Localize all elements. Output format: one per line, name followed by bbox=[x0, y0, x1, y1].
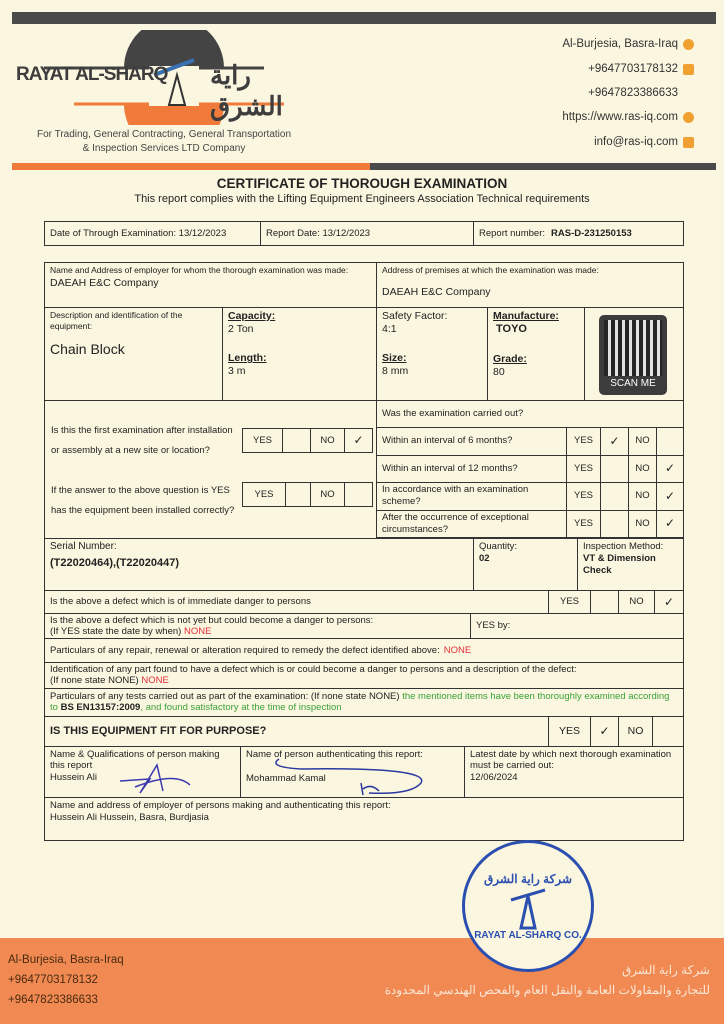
immediate-danger-no[interactable]: NO bbox=[618, 590, 655, 614]
carried-out-yes[interactable]: YES bbox=[566, 427, 601, 456]
premises-cell bbox=[376, 262, 684, 308]
carried-out-no-check[interactable]: ✓ bbox=[656, 455, 684, 484]
globe-icon bbox=[683, 112, 694, 123]
tests-question: Particulars of any tests carried out as part of the examination: (If none state NONE) bbox=[50, 691, 400, 702]
immediate-danger-yes[interactable]: YES bbox=[548, 590, 591, 614]
employer-label: Name and Address of employer for whom the thorough examination was made: bbox=[50, 265, 349, 275]
location-icon bbox=[683, 39, 694, 50]
premises-label: Address of premises at which the examination was made: bbox=[382, 265, 599, 275]
next-exam-date: 12/06/2024 bbox=[470, 771, 518, 783]
tests-result: , and found satisfactory at the time of inspection bbox=[140, 702, 342, 714]
length-label: Length: bbox=[228, 352, 267, 365]
first-exam-cell bbox=[44, 400, 377, 539]
report-number-label: Report number: bbox=[479, 227, 546, 239]
carried-out-question: After the occurrence of exceptional circumstances? bbox=[376, 510, 567, 539]
immediate-danger-no-check[interactable]: ✓ bbox=[654, 590, 684, 614]
premises-value: DAEAH E&C Company bbox=[382, 285, 491, 298]
safety-cell bbox=[376, 307, 488, 401]
size-value: 8 mm bbox=[382, 365, 409, 378]
could-become-danger-answer: NONE bbox=[183, 625, 212, 637]
capacity-cell bbox=[222, 307, 377, 401]
company-stamp bbox=[462, 840, 594, 972]
serial-label: Serial Number: bbox=[50, 541, 117, 552]
persons-employer-label: Name and address of employer of persons making and authenticating this report: bbox=[50, 800, 391, 811]
persons-employer-value: Hussein Ali Hussein, Basra, Burdjasia bbox=[50, 811, 209, 823]
website-link[interactable]: https://www.ras-iq.com bbox=[562, 111, 678, 123]
first-exam-yes[interactable]: YES bbox=[242, 428, 283, 453]
maker-name: Hussein Ali bbox=[50, 771, 97, 783]
tagline bbox=[14, 128, 314, 155]
first-exam-yes-box[interactable] bbox=[282, 428, 311, 453]
carried-out-no-check[interactable] bbox=[656, 427, 684, 456]
contact-website[interactable] bbox=[562, 111, 694, 123]
first-exam-no[interactable]: NO bbox=[310, 428, 345, 453]
repair-cell bbox=[44, 638, 684, 663]
repair-question: Particulars of any repair, renewal or alteration required to remedy the defect identified above: bbox=[50, 644, 440, 656]
manufacture-cell bbox=[487, 307, 585, 401]
installed-no-box[interactable] bbox=[344, 482, 373, 507]
phone-2-text: +9647823386633 bbox=[588, 87, 678, 99]
equipment-cell bbox=[44, 307, 223, 401]
employer-cell bbox=[44, 262, 377, 308]
carried-out-yes[interactable]: YES bbox=[566, 455, 601, 484]
carried-out-question: Within an interval of 6 months? bbox=[376, 427, 567, 456]
persons-employer-cell bbox=[44, 797, 684, 841]
installed-yes[interactable]: YES bbox=[242, 482, 286, 507]
fit-no-box[interactable] bbox=[652, 716, 684, 747]
equipment-value: Chain Block bbox=[50, 341, 125, 358]
carried-out-question: In accordance with an examination scheme? bbox=[376, 482, 567, 511]
carried-out-question: Within an interval of 12 months? bbox=[376, 455, 567, 484]
carried-out-title: Was the examination carried out? bbox=[376, 400, 684, 428]
stamp-arabic: شركة راية الشرق bbox=[483, 871, 573, 886]
safety-value: 4:1 bbox=[382, 323, 397, 336]
carried-out-no[interactable]: NO bbox=[628, 427, 657, 456]
identification-cell bbox=[44, 662, 684, 689]
grade-label: Grade: bbox=[493, 352, 527, 365]
employer-value: DAEAH E&C Company bbox=[50, 276, 159, 289]
maker-label: Name & Qualifications of person making this report bbox=[50, 749, 220, 772]
serial-value: (T22020464),(T22020447) bbox=[50, 556, 180, 569]
report-date: Report Date: 13/12/2023 bbox=[260, 221, 474, 246]
footer-arabic-2: للتجارة والمقاولات العامة والنقل العام والفحص الهندسي المحدودة bbox=[384, 983, 710, 998]
method-label: Inspection Method: bbox=[583, 541, 664, 552]
certificate-subtitle: This report complies with the Lifting Equipment Engineers Association Technical requirements bbox=[134, 193, 590, 205]
carried-out-no[interactable]: NO bbox=[628, 482, 657, 511]
stamp-derrick-icon bbox=[503, 886, 553, 930]
first-exam-question: Is this the first examination after installation or assembly at a new site or location? bbox=[51, 425, 233, 456]
first-exam-no-check[interactable]: ✓ bbox=[344, 428, 373, 453]
manufacture-value: TOYO bbox=[496, 323, 527, 336]
auth-signature-icon bbox=[271, 753, 431, 797]
next-exam-label: Latest date by which next thorough examination must be carried out: bbox=[470, 749, 672, 772]
quantity-label: Quantity: bbox=[479, 541, 518, 552]
orange-divider bbox=[12, 163, 370, 170]
carried-out-no[interactable]: NO bbox=[628, 510, 657, 539]
serial-cell bbox=[44, 538, 474, 591]
contact-phone-2 bbox=[588, 87, 678, 99]
manufacture-label: Manufacture: bbox=[493, 310, 559, 322]
maker-cell bbox=[44, 746, 241, 798]
identification-question: Identification of any part found to have a defect which is or could become a danger to persons and a description of the defect: bbox=[50, 664, 577, 675]
grade-value: 80 bbox=[493, 366, 505, 378]
next-exam-cell bbox=[464, 746, 684, 798]
carried-out-yes-check[interactable]: ✓ bbox=[600, 427, 629, 456]
brand-name-en: RAYAT AL-SHARQ bbox=[16, 64, 168, 85]
could-become-danger-sub bbox=[50, 627, 465, 638]
tests-cell bbox=[44, 688, 684, 717]
brand-name-ar: راية الشرق bbox=[210, 60, 283, 121]
method-cell bbox=[577, 538, 684, 591]
phone-icon bbox=[683, 64, 694, 75]
quantity-value: 02 bbox=[479, 552, 490, 564]
carried-out-no-check[interactable]: ✓ bbox=[656, 510, 684, 539]
scan-me-label: SCAN ME bbox=[610, 378, 656, 389]
installed-correctly-question: If the answer to the above question is YES has the equipment been installed correctly? bbox=[51, 485, 235, 516]
footer-arabic-1: شركة راية الشرق bbox=[621, 963, 710, 977]
footer-phone-2: +9647823386633 bbox=[8, 994, 98, 1007]
capacity-label: Capacity: bbox=[228, 310, 276, 322]
fit-for-purpose-question: IS THIS EQUIPMENT FIT FOR PURPOSE? bbox=[44, 716, 549, 747]
auth-name: Mohammad Kamal bbox=[246, 772, 326, 784]
could-become-danger-question: Is the above a defect which is not yet but could become a danger to persons: bbox=[50, 615, 374, 626]
phone-1-text: +9647703178132 bbox=[588, 63, 678, 75]
logo bbox=[14, 30, 314, 125]
installed-no[interactable]: NO bbox=[310, 482, 345, 507]
footer-phone-1: +9647703178132 bbox=[8, 974, 98, 987]
fit-yes[interactable]: YES bbox=[548, 716, 591, 747]
stamp-text: RAYAT AL-SHARQ CO. bbox=[474, 929, 582, 941]
exam-date: Date of Through Examination: 13/12/2023 bbox=[44, 221, 261, 246]
carried-out-yes[interactable]: YES bbox=[566, 482, 601, 511]
could-become-danger-cell bbox=[44, 613, 471, 639]
auth-cell bbox=[240, 746, 465, 798]
email-link[interactable]: info@ras-iq.com bbox=[594, 136, 678, 148]
qr-cell bbox=[584, 307, 684, 401]
safety-label: Safety Factor: bbox=[382, 310, 448, 322]
certificate-title: CERTIFICATE OF THOROUGH EXAMINATION bbox=[216, 176, 508, 191]
report-number bbox=[473, 221, 684, 246]
carried-out-no-check[interactable]: ✓ bbox=[656, 482, 684, 511]
contact-email[interactable] bbox=[594, 136, 694, 148]
length-value: 3 m bbox=[228, 365, 246, 378]
carried-out-yes-check[interactable] bbox=[600, 455, 629, 484]
method-value: VT & Dimension Check bbox=[583, 552, 656, 576]
carried-out-yes-check[interactable] bbox=[600, 510, 629, 539]
installed-yes-box[interactable] bbox=[285, 482, 311, 507]
identification-answer: NONE bbox=[141, 674, 169, 686]
dark-divider bbox=[370, 163, 716, 170]
footer-contact bbox=[8, 950, 124, 1010]
tests-standard: BS EN13157:2009 bbox=[60, 702, 141, 714]
fit-no[interactable]: NO bbox=[618, 716, 653, 747]
report-number-value: RAS-D-231250153 bbox=[551, 227, 632, 239]
carried-out-yes[interactable]: YES bbox=[566, 510, 601, 539]
identification-instruction: (If none state NONE) bbox=[50, 674, 139, 686]
tests-answer: the mentioned items have been thoroughly examined according to bbox=[50, 691, 670, 714]
address-text: Al-Burjesia, Basra-Iraq bbox=[562, 38, 678, 50]
immediate-danger-question: Is the above a defect which is of immediate danger to persons bbox=[44, 590, 549, 614]
footer-address: Al-Burjesia, Basra-Iraq bbox=[8, 954, 124, 966]
size-label: Size: bbox=[382, 352, 407, 365]
contact-phone-1 bbox=[588, 63, 694, 75]
equipment-label: Description and identification of the equipment: bbox=[50, 310, 183, 331]
top-bar bbox=[12, 12, 716, 24]
quantity-cell bbox=[473, 538, 578, 591]
capacity-value: 2 Ton bbox=[228, 323, 254, 336]
tagline-line-1: For Trading, General Contracting, General Transportation bbox=[36, 129, 292, 140]
identification-sub bbox=[50, 676, 678, 687]
contact-address bbox=[562, 38, 694, 50]
mail-icon bbox=[683, 137, 694, 148]
tagline-line-2: & Inspection Services LTD Company bbox=[82, 142, 246, 154]
yes-by-field: YES by: bbox=[470, 613, 684, 639]
qr-code-icon[interactable] bbox=[599, 315, 667, 395]
maker-signature-icon bbox=[115, 761, 195, 795]
repair-answer: NONE bbox=[443, 644, 472, 656]
carried-out-yes-check[interactable] bbox=[600, 482, 629, 511]
fit-yes-check[interactable]: ✓ bbox=[590, 716, 619, 747]
immediate-danger-yes-box[interactable] bbox=[590, 590, 619, 614]
auth-label: Name of person authenticating this report: bbox=[246, 749, 423, 760]
carried-out-no[interactable]: NO bbox=[628, 455, 657, 484]
could-become-danger-instruction: (If YES state the date by when) bbox=[50, 625, 182, 637]
